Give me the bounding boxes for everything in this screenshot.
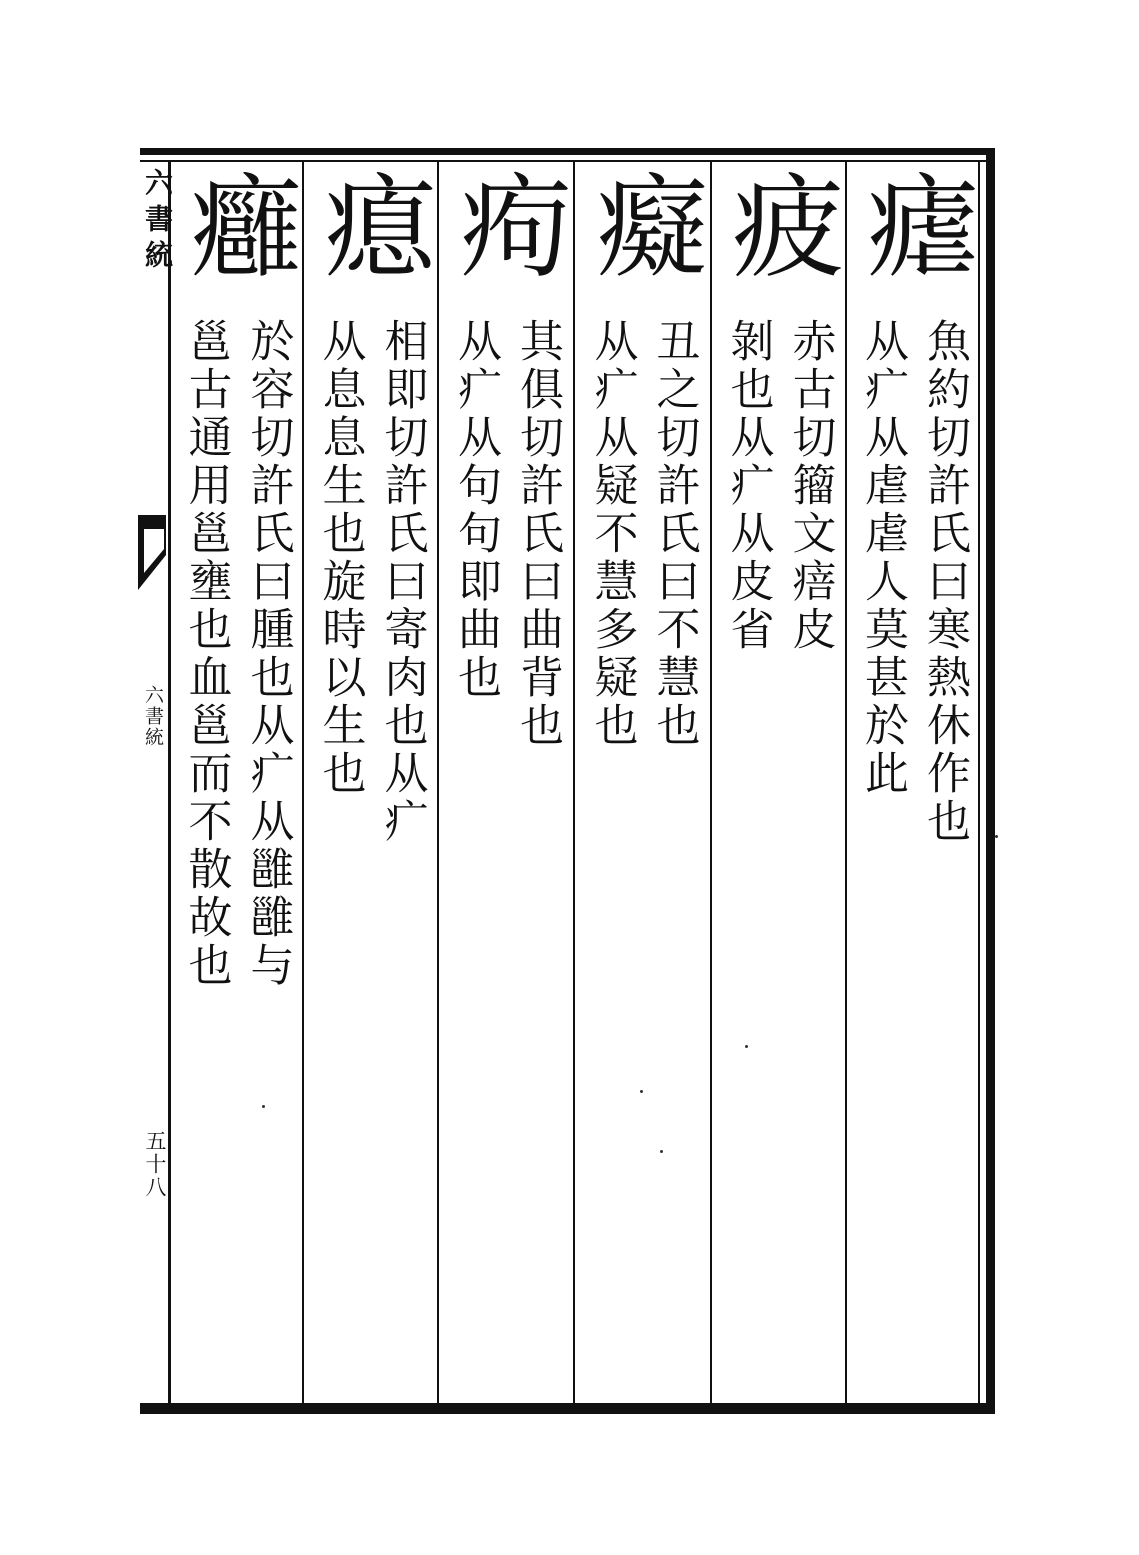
entry-column (712, 168, 845, 1398)
column-rule (845, 160, 847, 1403)
seal-character: 癰 (171, 168, 302, 280)
gloss-line: 魚約切許氏曰寒熱休作也 (919, 318, 970, 846)
entry-column (848, 168, 978, 1398)
seal-character: 疲 (713, 168, 844, 280)
seal-character: 瘧 (848, 168, 978, 280)
gloss-line: 於容切許氏曰腫也从疒从雝雝与 (242, 318, 294, 990)
margin-book-title: 六書統 (141, 168, 174, 276)
seal-character: 瘜 (305, 168, 436, 280)
seal-character: 痀 (441, 168, 571, 280)
gloss-block (304, 318, 437, 846)
gloss-block (848, 318, 978, 846)
scan-speck (262, 1105, 265, 1108)
entry-column (171, 168, 302, 1398)
entry-column (575, 168, 710, 1398)
frame-right-inner-border (978, 160, 980, 1403)
fishtail-mark-icon (138, 515, 166, 590)
gloss-line: 从疒从句句即曲也 (450, 318, 501, 702)
gloss-line: 相即切許氏曰寄肉也从疒 (376, 318, 428, 846)
entry-column (439, 168, 573, 1398)
margin-page-number: 五十八 (143, 1130, 167, 1199)
scan-speck (995, 835, 998, 838)
gloss-line: 从疒从虐虐人莫甚於此 (857, 318, 908, 798)
margin-section-title: 六書統 (142, 685, 164, 748)
gloss-line: 从疒从疑不慧多疑也 (586, 318, 638, 750)
gloss-line: 剝也从疒从皮省 (722, 318, 774, 654)
seal-character: 癡 (577, 168, 708, 280)
gloss-block (171, 318, 302, 990)
gloss-line: 丑之切許氏曰不慧也 (648, 318, 700, 750)
gloss-line: 从息息生也旋時以生也 (314, 318, 366, 798)
gloss-line: 其俱切許氏曰曲背也 (512, 318, 563, 750)
frame-bottom-border (140, 1403, 995, 1414)
frame-top-border (140, 148, 995, 155)
gloss-line: 邕古通用邕壅也血邕而不散故也 (180, 318, 232, 990)
gloss-block (439, 318, 573, 750)
gloss-block (575, 318, 710, 750)
scan-speck (660, 1150, 663, 1153)
frame-top-inner-border (140, 160, 995, 162)
gloss-block (712, 318, 845, 654)
scan-speck (745, 1045, 748, 1048)
scan-speck (640, 1090, 643, 1093)
entry-column (304, 168, 437, 1398)
gloss-line: 赤古切籀文㾦皮 (784, 318, 836, 654)
frame-right-border (986, 148, 995, 1414)
